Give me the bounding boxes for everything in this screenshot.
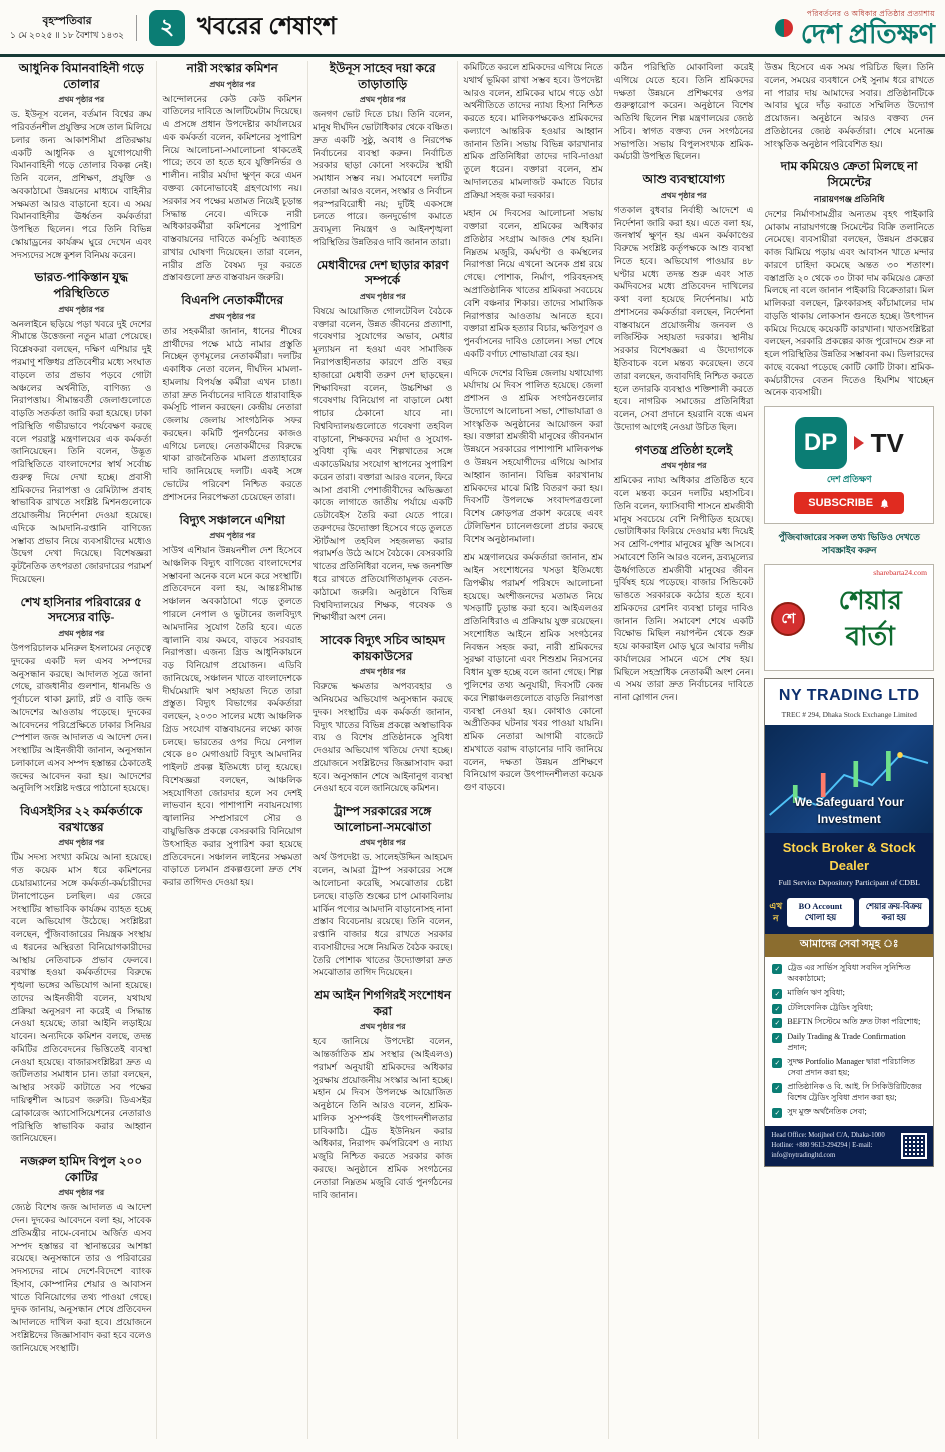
continued-from-label: প্রথম পৃষ্ঠার পর [209,79,256,89]
section-title: খবরের শেষাংশ [197,14,337,40]
continued-from-label: প্রথম পৃষ্ঠার পর [359,95,406,105]
article-body: টিম সদস্য সংখ্যা কমিয়ে আনা হয়েছে। গত কয়েক মাস ধরে কমিশনের চেয়ারম্যানের সঙ্গে কর্মকর্তা-কর্মচারীদের টানাপোড়েন চলছিল। এর জেরে সংস্থাটির স্বাভাবিক কার্যক্রম ব্যাহত হচ্ছে বলে অভিযোগ উঠেছে। সংশ্লিষ্টরা বলছেন, পুঁজিবাজারের নিয়ন্ত্রক সংস্থায় এ ধরনের অস্থিরতা বিনিয়োগকারীদের আস্থায় নেতিবাচক প্রভাব ফেলবে। বরখাস্ত হওয়া কর্মকর্তাদের বিরুদ্ধে শৃঙ্খলা ভঙ্গের অভিযোগ আনা হয়েছে। তাদের আইনজীবী বলেন, যথাযথ প্রক্রিয়া অনুসরণ না করেই এ সিদ্ধান্ত নেওয়া হয়েছে; তারা আইনি লড়াইয়ে যাবেন। অন্যদিকে কমিশন বলছে, তদন্ত কমিটির প্রতিবেদনের ভিত্তিতেই ব্যবস্থা নেওয়া হয়েছে। বাজারসংশ্লিষ্টরা দ্রুত এ জটিলতার সমাধান চান। তারা বলছেন, আস্থার সংকট কাটাতে সব পক্ষের দায়িত্বশীল আচরণ জরুরি। ডিএসইর ব্রোকারেজ অ্যাসোসিয়েশনের নেতারাও পরিস্থিতি স্বাভাবিক করার আহ্বান জানিয়েছেন। [11,852,152,1144]
article-headline: ভারত-পাকিস্তান যুদ্ধ পরিস্থিতিতে [34,270,128,301]
continued-from-label: প্রথম পৃষ্ঠার পর [58,95,105,105]
service-item [772,1032,926,1054]
article-body: আন্দোলনের কেউ কেউ কমিশন বাতিলের দাবিতে আলটিমেটাম দিয়েছে। এ প্রসঙ্গে প্রধান উপদেষ্টার কার্যালয়ের এক কর্মকর্তা বলেন, কমিশনের সুপারিশ নিয়ে আলোচনা-সমালোচনা থাকতেই পারে; তবে তা হতে হবে যুক্তিনির্ভর ও শালীন। নারীর মর্যাদা ক্ষুণ্ন করে এমন বক্তব্য কোনোভাবেই গ্রহণযোগ্য নয়। সরকার সব পক্ষের মতামত নিয়েই চূড়ান্ত সিদ্ধান্ত নেবে। এদিকে নারী অধিকারকর্মীরা কমিশনের সুপারিশ বাস্তবায়নের দাবিতে কর্মসূচি অব্যাহত রাখার ঘোষণা দিয়েছেন। তারা বলেন, নারীর প্রতি বৈষম্য দূর করতে প্রস্তাবগুলো দ্রুত বাস্তবায়ন জরুরি। [162,93,302,283]
continued-from-label: প্রথম পৃষ্ঠার পর [660,190,707,200]
service-item [772,1082,926,1104]
ny-trading-ad[interactable] [764,678,934,1167]
article-body: শ্রম মন্ত্রণালয়ের কর্মকর্তারা জানান, শ্রম আইন সংশোধনের খসড়া ইতিমধ্যে ত্রিপক্ষীয় পরামর্শ পরিষদে আলোচনা হয়েছে। অংশীজনদের মতামত নিয়ে খসড়াটি চূড়ান্ত করা হবে। আইএলওর প্রতিনিধিরাও এ প্রক্রিয়ায় যুক্ত রয়েছেন। সংশোধিত আইনে শ্রমিক সংগঠনের নিবন্ধন সহজ করা, নারী শ্রমিকদের সুরক্ষা বাড়ানো এবং শিশুশ্রম নিরসনের বিধান যুক্ত হচ্ছে বলে জানা গেছে। শিল্প পুলিশের তথ্য অনুযায়ী, দিবসটি কেন্দ্র করে শিল্পাঞ্চলগুলোতে বাড়তি নিরাপত্তা ব্যবস্থা নেওয়া হয়। কোথাও কোনো অপ্রীতিকর ঘটনার খবর পাওয়া যায়নি। শ্রমিক নেতারা আগামী বাজেটে শ্রমখাতে বরাদ্দ বাড়ানোর দাবি জানিয়ে বলেন, দক্ষতা উন্নয়ন প্রশিক্ষণে বিনিয়োগ করলে উৎপাদনশীলতা কয়েক গুণ বাড়বে। [463,552,603,793]
check-icon: ✓ [772,1058,782,1068]
dptv-tv-label: TV [870,427,904,458]
continued-from-label: প্রথম পৃষ্ঠার পর [58,838,105,848]
page-number-badge [149,10,185,46]
article-body: এদিকে দেশের বিভিন্ন জেলায় যথাযোগ্য মর্যাদায় মে দিবস পালিত হয়েছে। জেলা প্রশাসন ও শ্রমিক সংগঠনগুলোর উদ্যোগে আলোচনা সভা, শোভাযাত্রা ও সাংস্কৃতিক অনুষ্ঠানের আয়োজন করা হয়। বক্তারা শ্রমজীবী মানুষের জীবনমান উন্নয়নে সরকারের পাশাপাশি মালিকপক্ষ ও উন্নয়ন সহযোগীদের এগিয়ে আসার আহ্বান জানান। বিভিন্ন কারখানায় শ্রমিকদের মাঝে মিষ্টি বিতরণ করা হয়। দিবসটি উপলক্ষে সংবাদপত্রগুলো বিশেষ ক্রোড়পত্র প্রকাশ করেছে এবং টেলিভিশন চ্যানেলগুলো প্রচার করছে বিশেষ অনুষ্ঠানমালা। [463,367,603,544]
article-headline: বিএসইসির ২২ কর্মকর্তাকে বরখাস্তের [20,804,143,834]
article-headline: ট্রাম্প সরকারের সঙ্গে আলোচনা-সমঝোতা [334,804,432,834]
article-headline: বিদ্যুৎ সঞ্চালনে এশিয়া [179,512,285,527]
now-label: এখন [769,900,783,924]
ny-header [765,679,933,724]
article-headline: নারী সংস্কার কমিশন [186,61,278,75]
page-header [0,0,945,57]
subscribe-button[interactable] [794,492,904,514]
continued-from-label: প্রথম পৃষ্ঠার পর [58,304,105,314]
continued-from-label: প্রথম পৃষ্ঠার পর [209,531,256,541]
ny-trec-line: TREC # 294, Dhaka Stock Exchange Limited [781,710,917,720]
article-headline: মেধাবীদের দেশ ছাড়ার কারণ সম্পর্কে [316,257,449,288]
continued-from-label: প্রথম পৃষ্ঠার পর [209,311,256,321]
dptv-caption: পুঁজিবাজারের সকল তথ্য ভিডিও দেখতে সাবস্ক্রাইব করুন [778,532,920,555]
article-body: তার সহকর্মীরা জানান, ধানের শীষের প্রার্থীদের পক্ষে মাঠে নামার প্রস্তুতি নিচ্ছেন তৃণমূলের নেতাকর্মীরা। দলটির একাধিক নেতা বলেন, দীর্ঘদিন মামলা-হামলায় বিপর্যস্ত কর্মীরা এখন চাঙা। তারা দ্রুত নির্বাচনের দাবিতে ধারাবাহিক কর্মসূচি পালন করছেন। কেন্দ্রীয় নেতারা জেলায় জেলায় সাংগঠনিক সফর করছেন। কমিটি পুনর্গঠনের কাজও এগিয়ে চলছে। নেতাকর্মীদের বিরুদ্ধে থাকা রাজনৈতিক মামলা প্রত্যাহারের দাবি জানিয়েছে দলটি। একই সঙ্গে ভোটের পরিবেশ নিশ্চিত করতে প্রশাসনের নিরপেক্ষতা চেয়েছেন তারা। [162,325,302,502]
ny-company-name: NY TRADING LTD [778,687,920,705]
article-headline: আধুনিক বিমানবাহিনী গড়ে তোলার [18,61,144,91]
brand-tagline: পরিবর্তনের ও অধিকার প্রতিষ্ঠার প্রত্যাশায় [806,8,935,18]
paper-name: দেশ প্রতিক্ষণ [800,18,935,49]
article-headline: আশু ব্যবস্থাযোগ্য [642,172,725,187]
continued-from-label: প্রথম পৃষ্ঠার পর [359,291,406,301]
article-body: বিরুদ্ধে ক্ষমতার অপব্যবহার ও অনিয়মের অভিযোগ অনুসন্ধান করছে দুদক। সংস্থাটির এক কর্মকর্তা জানান, বিদ্যুৎ খাতের বিভিন্ন প্রকল্পে অস্বাভাবিক ব্যয় ও বিশেষ প্রতিষ্ঠানকে সুবিধা দেওয়ার অভিযোগ খতিয়ে দেখা হচ্ছে। প্রয়োজনে সংশ্লিষ্টদের জিজ্ঞাসাবাদ করা হবে। অনুসন্ধান শেষে আইনানুগ ব্যবস্থা নেওয়া হবে বলে জানিয়েছে কমিশন। [312,681,453,794]
sharebarta-website: sharebarta24.com [873,567,927,577]
article-body: জ্যেষ্ঠ বিশেষ জজ আদালত এ আদেশ দেন। দুদকের আবেদনে বলা হয়, সাবেক প্রতিমন্ত্রীর নামে-বেনামে অর্জিত এসব সম্পদ হস্তান্তর বা স্থানান্তরের আশঙ্কা রয়েছে। অনুসন্ধানে তার ও পরিবারের সদস্যদের নামে দেশে-বিদেশে ব্যাংক হিসাব, কোম্পানির শেয়ার ও আবাসন খাতে বিনিয়োগের তথ্য পাওয়া গেছে। দুদক জানায়, অনুসন্ধান শেষে প্রতিবেদন আদালতে দাখিল করা হবে। প্রয়োজনে সংশ্লিষ্টদের জিজ্ঞাসাবাদ করা হবে বলেও জানিয়েছে সংস্থাটি। [11,1202,152,1353]
article-body: ড. ইউনূস বলেন, বর্তমান বিশ্বের ক্রম পরিবর্তনশীল প্রযুক্তির সঙ্গে তাল মিলিয়ে চলার জন্য আকাশসীমা প্রতিরক্ষায় একটি আধুনিক ও যুগোপযোগী বিমানবাহিনী গড়ে তোলার বিকল্প নেই। তিনি বলেন, প্রশিক্ষণ, প্রযুক্তি ও অবকাঠামো উন্নয়নের মাধ্যমে বাহিনীর সক্ষমতা আরও বাড়ানো হবে। এ সময় বিমানবাহিনীর ঊর্ধ্বতন কর্মকর্তারা উপস্থিত ছিলেন। পরে তিনি বিভিন্ন স্কোয়াড্রনের কার্যক্রম ঘুরে দেখেন এবং সদস্যদের সঙ্গে কুশল বিনিময় করেন। [11,109,152,260]
dptv-brand-caption: দেশ প্রতিক্ষণ [826,474,872,485]
sharebarta-ad[interactable] [764,564,934,672]
article-byline: নারায়ণগঞ্জ প্রতিনিধি [813,193,885,204]
continued-from-label: প্রথম পৃষ্ঠার পর [359,838,406,848]
article-body: দেশের নির্মাণসামগ্রীর অন্যতম বৃহৎ পাইকারি মোকাম নারায়ণগঞ্জে সিমেন্টের বিক্রি তলানিতে নেমেছে। ব্যবসায়ীরা বলছেন, উন্নয়ন প্রকল্পের কাজ ঝিমিয়ে পড়ায় এবং আবাসন খাতে মন্দার কারণে চাহিদা কমেছে অন্তত ৩০ শতাংশ। বস্তাপ্রতি ২০ থেকে ৩০ টাকা দাম কমিয়েও ক্রেতা মিলছে না বলে জানান পাইকারি বিক্রেতারা। মিল মালিকরা বলছেন, ক্লিংকারসহ কাঁচামালের দাম বাড়তি থাকায় লোকসান গুনতে হচ্ছে। উৎপাদন কমিয়ে দিয়েছে কয়েকটি কারখানা। খাতসংশ্লিষ্টরা বলছেন, সরকারি প্রকল্পের কাজ পুরোদমে শুরু না হলে পরিস্থিতির উন্নতির সম্ভাবনা কম। ডিলারদের কাছে বকেয়া পড়েছে কোটি কোটি টাকা। শ্রমিক-কর্মচারীদের বেতন দিতেও হিমশিম খাচ্ছেন অনেক ব্যবসায়ী। [764,208,934,398]
article-body: উপপরিচালক মনিরুল ইসলামের নেতৃত্বে দুদকের একটি দল এসব সম্পদের অনুসন্ধান করছে। আদালত সূত্রে জানা গেছে, রাজধানীর গুলশান, ধানমন্ডি ও পূর্বাচলে থাকা ফ্ল্যাট, প্লট ও বাড়ি জব্দ আদেশের আওতায় পড়েছে। দুদকের আবেদনের পরিপ্রেক্ষিতে ঢাকার সিনিয়র স্পেশাল জজ আদালত এ আদেশ দেন। সংস্থাটির আইনজীবী জানান, অনুসন্ধান চলাকালে এসব সম্পদ হস্তান্তর ঠেকাতেই জব্দের আবেদন করা হয়। আদেশের অনুলিপি সংশ্লিষ্ট দপ্তরে পাঠানো হয়েছে। [11,643,152,794]
article-headline: সাবেক বিদ্যুৎ সচিব আহমদ কায়কাউসের [320,633,445,663]
article-headline: শ্রম আইন শিগগিরই সংশোধন করা [314,988,452,1018]
article-body: হবে জানিয়ে উপদেষ্টা বলেন, আন্তর্জাতিক শ্রম সংস্থার (আইএলও) পরামর্শ অনুযায়ী শ্রমিকদের অধিকার সুরক্ষায় প্রয়োজনীয় সংস্কার আনা হচ্ছে। মহান মে দিবস উপলক্ষে আয়োজিত অনুষ্ঠানে তিনি আরও বলেন, শ্রমিক-মালিক সুসম্পর্কই উৎপাদনশীলতার চাবিকাঠি। ট্রেড ইউনিয়ন করার অধিকার, নিরাপদ কর্মপরিবেশ ও ন্যায্য মজুরি নিশ্চিত করতে সরকার কাজ করছে। অনুষ্ঠানে শ্রমিক সংগঠনের নেতারা নিম্নতম মজুরি বোর্ড পুনর্গঠনের দাবি জানান। [312,1036,453,1200]
bo-account-box: BO Account খোলা হয় [787,898,853,928]
check-icon: ✓ [772,989,782,999]
ny-role-secondary: Full Service Depository Participant of CDBL [778,878,920,888]
masthead-brand [775,9,935,48]
date-block [10,15,137,41]
service-text: সুদ মুক্ত অর্থনৈতিক সেবা; [787,1107,867,1117]
ny-footer-contact: Hotline: +880 9613-294294 | E-mail: info@nytradingltd.com [771,1141,873,1160]
ny-footer-address: Head Office: Motijheel C/A, Dhaka-1000 [771,1131,885,1139]
column-1 [6,61,156,1439]
article-columns [0,57,945,1445]
check-icon: ✓ [772,1018,782,1028]
bell-icon [879,498,890,509]
service-text: প্রাতিষ্ঠানিক ও বি. আই. সি সিকিউরিটিজের বিশেষ ট্রেডিং সুবিধা প্রদান করা হয়; [787,1082,922,1102]
column-2 [156,61,306,1439]
service-text: ট্রেড এর সার্ভিস সুবিধা সবদিন সুনিশ্চিত অবকাঠামো; [787,963,911,984]
check-icon: ✓ [772,964,782,974]
ny-role-primary: Stock Broker & Stock Dealer [782,839,916,874]
article-headline: বিএনপি নেতাকর্মীদের [181,293,284,308]
service-item [772,1107,926,1118]
continued-from-label: প্রথম পৃষ্ঠার পর [58,1188,105,1198]
play-icon [854,436,864,450]
article-body: শ্রমিকের ন্যায্য অধিকার প্রতিষ্ঠিত হবে বলে মন্তব্য করেন দলটির মহাসচিব। তিনি বলেন, ফ্যাসিবাদী শাসনে শ্রমজীবী মানুষ সবচেয়ে বেশি নিপীড়িত হয়েছে। ভোটাধিকার ফিরিয়ে দেওয়ার মধ্য দিয়েই সব শ্রেণি-পেশার মানুষের মুক্তি আসবে। সমাবেশে তিনি আরও বলেন, দ্রব্যমূল্যের ঊর্ধ্বগতিতে শ্রমজীবী মানুষের জীবন দুর্বিষহ হয়ে পড়েছে। বাজার সিন্ডিকেট ভাঙতে সরকারকে কঠোর হতে হবে। শ্রমিকদের রেশনিং ব্যবস্থা চালুর দাবিও জানান তিনি। সমাবেশ শেষে একটি বিক্ষোভ মিছিল নয়াপল্টন থেকে শুরু হয়ে কাকরাইল মোড় ঘুরে আবার দলীয় কার্যালয়ের সামনে এসে শেষ হয়। মিছিলে সহস্রাধিক নেতাকর্মী অংশ নেন। এ সময় তারা দ্রুত নির্বাচনের দাবিতে নানা স্লোগান দেন। [613,475,754,703]
service-item [772,1017,926,1028]
continued-from-label: প্রথম পৃষ্ঠার পর [359,1022,406,1032]
service-text: Daily Trading & Trade Confirmation প্রদান; [787,1031,906,1052]
article-body: সাউথ এশিয়ান উন্নয়নশীল দেশ হিসেবে আঞ্চলিক বিদ্যুৎ বাণিজ্যে বাংলাদেশের সম্ভাবনা অনেক বলে মনে করে সংস্থাটি। প্রতিবেদনে বলা হয়, আন্তঃসীমান্ত সঞ্চালন অবকাঠামো গড়ে তুলতে পারলে নেপাল ও ভুটানের জলবিদ্যুৎ আমদানির সুযোগ তৈরি হবে। এতে জ্বালানি ব্যয় কমবে, বাড়বে সরবরাহ নিরাপত্তা। এজন্য গ্রিড আধুনিকায়নে বড় বিনিয়োগ প্রয়োজন। এডিবি জানিয়েছে, সঞ্চালন খাতে বাংলাদেশকে দীর্ঘমেয়াদি ঋণ সহায়তা দিতে তারা প্রস্তুত। বিদ্যুৎ বিভাগের কর্মকর্তারা বলছেন, ২০৩০ সালের মধ্যে আঞ্চলিক গ্রিড সংযোগ বাস্তবায়নের লক্ষ্যে কাজ চলছে। ভারতের ওপর দিয়ে নেপাল থেকে ৪০ মেগাওয়াট বিদ্যুৎ আমদানির পাইলট প্রকল্প ইতিমধ্যে চালু হয়েছে। বিশেষজ্ঞরা বলছেন, আঞ্চলিক সহযোগিতা জোরদার হলে সব দেশই লাভবান হবে। পাশাপাশি নবায়নযোগ্য জ্বালানির সম্প্রসারণে সৌর ও বায়ুভিত্তিক প্রকল্পে বেসরকারি বিনিয়োগ উৎসাহিত করার সুপারিশ করা হয়েছে প্রতিবেদনে। সঞ্চালন লাইনের সক্ষমতা বাড়াতে চলমান প্রকল্পগুলো দ্রুত শেষ করার তাগিদও দেওয়া হয়। [162,545,302,888]
sharebarta-logo-icon [771,602,805,636]
service-item [772,1057,926,1079]
sharebarta-logo-letter: শে [781,611,796,627]
qr-code [901,1133,927,1159]
column-4 [457,61,607,1439]
article-body: অনলাইনে ছড়িয়ে পড়া খবরে দুই দেশের সীমান্তে উত্তেজনা নতুন মাত্রা পেয়েছে। বিশ্লেষকরা বলছেন, দক্ষিণ এশিয়ার দুই পরমাণু শক্তিধর প্রতিবেশীর মধ্যে সংঘাত বাড়লে তার প্রভাব পড়বে গোটা অঞ্চলের অর্থনীতি, বাণিজ্য ও নিরাপত্তায়। সীমান্তবর্তী জেলাগুলোতে বাড়তি সতর্কতা জারি করা হয়েছে। ঢাকা পরিস্থিতি গভীরভাবে পর্যবেক্ষণ করছে বলে পররাষ্ট্র মন্ত্রণালয়ের এক কর্মকর্তা জানিয়েছেন। তিনি বলেন, উদ্ভূত পরিস্থিতিতে বাংলাদেশের স্বার্থ সর্বোচ্চ গুরুত্ব দিয়ে দেখা হচ্ছে। প্রবাসী শ্রমিকদের নিরাপত্তা ও রেমিট্যান্স প্রবাহ স্বাভাবিক রাখতে সংশ্লিষ্ট মিশনগুলোকে প্রয়োজনীয় নির্দেশনা দেওয়া হয়েছে। এদিকে আমদানি-রপ্তানি বাণিজ্যে সম্ভাব্য প্রভাব নিয়ে ব্যবসায়ীদের মধ্যেও উদ্বেগ দেখা দিয়েছে। বিশেষজ্ঞরা কূটনৈতিক তৎপরতা জোরদারের পরামর্শ দিয়েছেন। [11,318,152,584]
column-5 [608,61,758,1439]
service-item [772,1003,926,1014]
service-text: মার্জিন ঋণ সুবিধা; [787,988,845,998]
service-text: টেলিফোনিক ট্রেডিং সুবিধা; [787,1002,873,1012]
continued-from-label: প্রথম পৃষ্ঠার পর [660,461,707,471]
sharebarta-title: শেয়ার বার্তা [838,585,902,652]
check-icon: ✓ [772,1108,782,1118]
subscribe-label: SUBSCRIBE [808,497,874,509]
dptv-logo-text: DP [803,429,838,457]
article-body: কমিটিতে করলে শ্রমিকদের এগিয়ে নিতে যথার্থ ভূমিকা রাখা সম্ভব হবে। উপদেষ্টা আরও বলেন, শ্রমিকের ঘামে গড়ে ওঠা অর্থনীতিতে তাদের ন্যায্য হিস্যা নিশ্চিত করতে হবে। মালিকপক্ষকেও শ্রমিকদের কল্যাণে আন্তরিক হওয়ার আহ্বান জানান তিনি। সভায় বিভিন্ন কারখানার শ্রমিক প্রতিনিধিরা তাদের দাবি-দাওয়া তুলে ধরেন। বক্তারা বলেন, শ্রম আদালতের মামলাজট কমাতে বিচার প্রক্রিয়া সহজ করা দরকার। [463,62,603,200]
check-icon: ✓ [772,1004,782,1014]
article-body: অর্থ উপদেষ্টা ড. সালেহউদ্দিন আহমেদ বলেন, আমরা ট্রাম্প সরকারের সঙ্গে আলোচনা করেছি, সমঝোতার চেষ্টা চলছে। বাড়তি শুল্কের চাপ মোকাবিলায় মার্কিন পণ্যের আমদানি বাড়ানোসহ নানা প্রস্তাব বিবেচনায় রয়েছে। তিনি বলেন, রপ্তানি বাজার ধরে রাখতে সরকার ব্যবসায়ীদের সঙ্গে নিয়মিত বৈঠক করছে। তৈরি পোশাক খাতের উদ্যোক্তারা দ্রুত সমঝোতার তাগিদ দিয়েছেন। [312,852,453,978]
service-text: BEFTN সিস্টেমে অতি দ্রুত টাকা পরিশোধ; [787,1017,921,1027]
continued-from-label: প্রথম পৃষ্ঠার পর [58,628,105,638]
services-list [765,957,933,1125]
check-icon: ✓ [772,1083,782,1093]
column-6 [758,61,939,1439]
service-item [772,963,926,985]
continued-from-label: প্রথম পৃষ্ঠার পর [359,667,406,677]
article-headline: গণতন্ত্র প্রতিষ্ঠা হলেই [634,442,733,457]
share-trade-box: শেয়ার ক্রয়-বিক্রয় করা হয় [859,898,929,928]
paper-logo-icon [775,19,793,37]
article-headline: শেখ হাসিনার পরিবারের ৫ সদস্যের বাড়ি- [20,594,142,625]
column-6-articles [764,61,934,399]
article-body: গতকাল বুধবার নির্বাহী আদেশে এ নির্দেশনা জারি করা হয়। এতে বলা হয়, জনস্বার্থ ক্ষুণ্ন হয় এমন কর্মকাণ্ডের বিরুদ্ধে সংশ্লিষ্ট কর্তৃপক্ষকে আশু ব্যবস্থা নিতে হবে। অভিযোগ পাওয়ার ৪৮ ঘণ্টার মধ্যে তদন্ত শুরু এবং সাত কর্মদিবসের মধ্যে প্রতিবেদন দাখিলের কথা বলা হয়েছে নির্দেশনায়। মাঠ প্রশাসনের কর্মকর্তারা বলছেন, নির্দেশনা বাস্তবায়নে প্রয়োজনীয় জনবল ও লজিস্টিক সহায়তা দরকার। স্থানীয় সরকার বিশেষজ্ঞরা এ উদ্যোগকে ইতিবাচক বলে মন্তব্য করেছেন। তবে তারা বলছেন, জবাবদিহি নিশ্চিত করতে হলে তদারকি ব্যবস্থাও শক্তিশালী করতে হবে। নাগরিক সমাজের প্রতিনিধিরা বলেন, সেবা প্রদানে হয়রানি বন্ধে এমন উদ্যোগ আগেই নেওয়া উচিত ছিল। [613,204,754,432]
stock-photo [765,725,933,833]
service-text: সুদক্ষ Portfolio Manager দ্বারা পরিচালিত সেবা প্রদান করা হয়; [787,1056,916,1077]
dptv-ad[interactable] [764,406,934,524]
weekday-label: বৃহস্পতিবার [42,15,92,27]
page-number: ২ [159,13,175,39]
article-body: বিষয়ে আয়োজিত গোলটেবিল বৈঠকে বক্তারা বলেন, উন্নত জীবনের প্রত্যাশা, গবেষণার সুযোগের অভাব, মেধার মূল্যায়ন না হওয়া এবং সামাজিক নিরাপত্তাহীনতার কারণে প্রতি বছর হাজারো মেধাবী তরুণ দেশ ছাড়ছেন। শিক্ষাবিদরা বলেন, উচ্চশিক্ষা ও গবেষণায় বিনিয়োগ না বাড়ালে মেধা পাচার ঠেকানো যাবে না। বিশ্ববিদ্যালয়গুলোতে গবেষণা তহবিল বাড়ানো, শিক্ষকদের মর্যাদা ও সুযোগ-সুবিধা বৃদ্ধি এবং শিল্পখাতের সঙ্গে একাডেমিয়ার সংযোগ স্থাপনের সুপারিশ করেন তারা। বক্তারা আরও বলেন, ফিরে আসা প্রবাসী পেশাজীবীদের অভিজ্ঞতা কাজে লাগাতে জাতীয় পর্যায়ে একটি ডেটাবেইস তৈরি করা যেতে পারে। তরুণদের উদ্যোক্তা হিসেবে গড়ে তুলতে স্টার্টআপ তহবিল সহজলভ্য করার পরামর্শও উঠে আসে বৈঠকে। বেসরকারি খাতের প্রতিনিধিরা বলেন, দক্ষ জনশক্তি ধরে রাখতে প্রতিযোগিতামূলক বেতন-কাঠামো জরুরি। অনুষ্ঠানে বিভিন্ন বিশ্ববিদ্যালয়ের শিক্ষক, গবেষক ও শিক্ষার্থীরা অংশ নেন। [312,305,453,623]
article-body: মহান মে দিবসের আলোচনা সভায় বক্তারা বলেন, শ্রমিকের অধিকার প্রতিষ্ঠার সংগ্রাম আজও শেষ হয়নি। নিম্নতম মজুরি, কর্মঘণ্টা ও কর্মস্থলের নিরাপত্তা নিয়ে এখনো অনেক প্রশ্ন রয়ে গেছে। পোশাক, নির্মাণ, পরিবহনসহ অপ্রাতিষ্ঠানিক খাতের শ্রমিকরা সবচেয়ে বেশি বঞ্চনার শিকার। তাদের সামাজিক নিরাপত্তার আওতায় আনতে হবে। বক্তারা শ্রমিক হত্যার বিচার, ক্ষতিপূরণ ও পুনর্বাসনের দাবিও তোলেন। সভা শেষে একটি বর্ণাঢ্য শোভাযাত্রা বের হয়। [463,208,603,359]
service-item [772,988,926,999]
ny-roles [765,833,933,893]
article-headline: দাম কমিয়েও ক্রেতা মিলছে না সিমেন্টের [780,159,918,189]
article-headline: নজরুল হামিদ বিপুল ২০০ কোটির [20,1154,143,1184]
article-body: জনগণ ভোট দিতে চায়। তিনি বলেন, মানুষ দীর্ঘদিন ভোটাধিকার থেকে বঞ্চিত। দ্রুত একটি সুষ্ঠু, অবাধ ও নিরপেক্ষ নির্বাচনের ব্যবস্থা করুন। নির্বাচিত সরকার ছাড়া কোনো সংকটের স্থায়ী সমাধান সম্ভব নয়। সমাবেশে দলটির নেতারা আরও বলেন, সংস্কার ও নির্বাচন পরস্পরবিরোধী নয়; দুটিই একসঙ্গে চলতে পারে। জনদুর্ভোগ কমাতে দ্রব্যমূল্য নিয়ন্ত্রণ ও আইনশৃঙ্খলা পরিস্থিতির উন্নতিরও দাবি জানান তারা। [312,109,453,247]
dptv-logo-icon [795,417,847,469]
column-3 [307,61,457,1439]
ny-footer [765,1126,933,1167]
services-heading: আমাদের সেবা সমূহ ঃ [765,934,933,957]
article-body: উত্তম হিসেবে এক সময় পরিচিত ছিল। তিনি বলেন, সময়ের ব্যবধানে সেই সুনাম ধরে রাখতে না পারার দায় আমাদের সবার। প্রতিষ্ঠানটিকে আবার ঘুরে দাঁড় করাতে সম্মিলিত উদ্যোগ প্রয়োজন। অনুষ্ঠানে আরও বক্তব্য দেন প্রতিষ্ঠানের জ্যেষ্ঠ কর্মকর্তারা। শেষে মনোজ্ঞ সাংস্কৃতিক অনুষ্ঠান পরিবেশিত হয়। [764,62,934,149]
date-label: ১ মে ২০২৫ ॥ ১৮ বৈশাখ ১৪৩২ [10,30,125,41]
article-body: কঠিন পরিস্থিতি মোকাবিলা করেই এগিয়ে যেতে হবে। তিনি শ্রমিকদের দক্ষতা উন্নয়নে প্রশিক্ষণের ওপর গুরুত্বারোপ করেন। অনুষ্ঠানে বিশেষ অতিথি ছিলেন শিল্প মন্ত্রণালয়ের জ্যেষ্ঠ সচিব। স্বাগত বক্তব্য দেন সংগঠনের সভাপতি। সভায় বিপুলসংখ্যক শ্রমিক-কর্মচারী উপস্থিত ছিলেন। [613,62,754,162]
ny-offers-row [765,893,933,935]
check-icon: ✓ [772,1033,782,1043]
article-headline: ইউনূস সাহেব দয়া করে তাড়াতাড়ি [329,61,436,91]
ny-tagline: We Safeguard Your Investment [794,794,904,826]
